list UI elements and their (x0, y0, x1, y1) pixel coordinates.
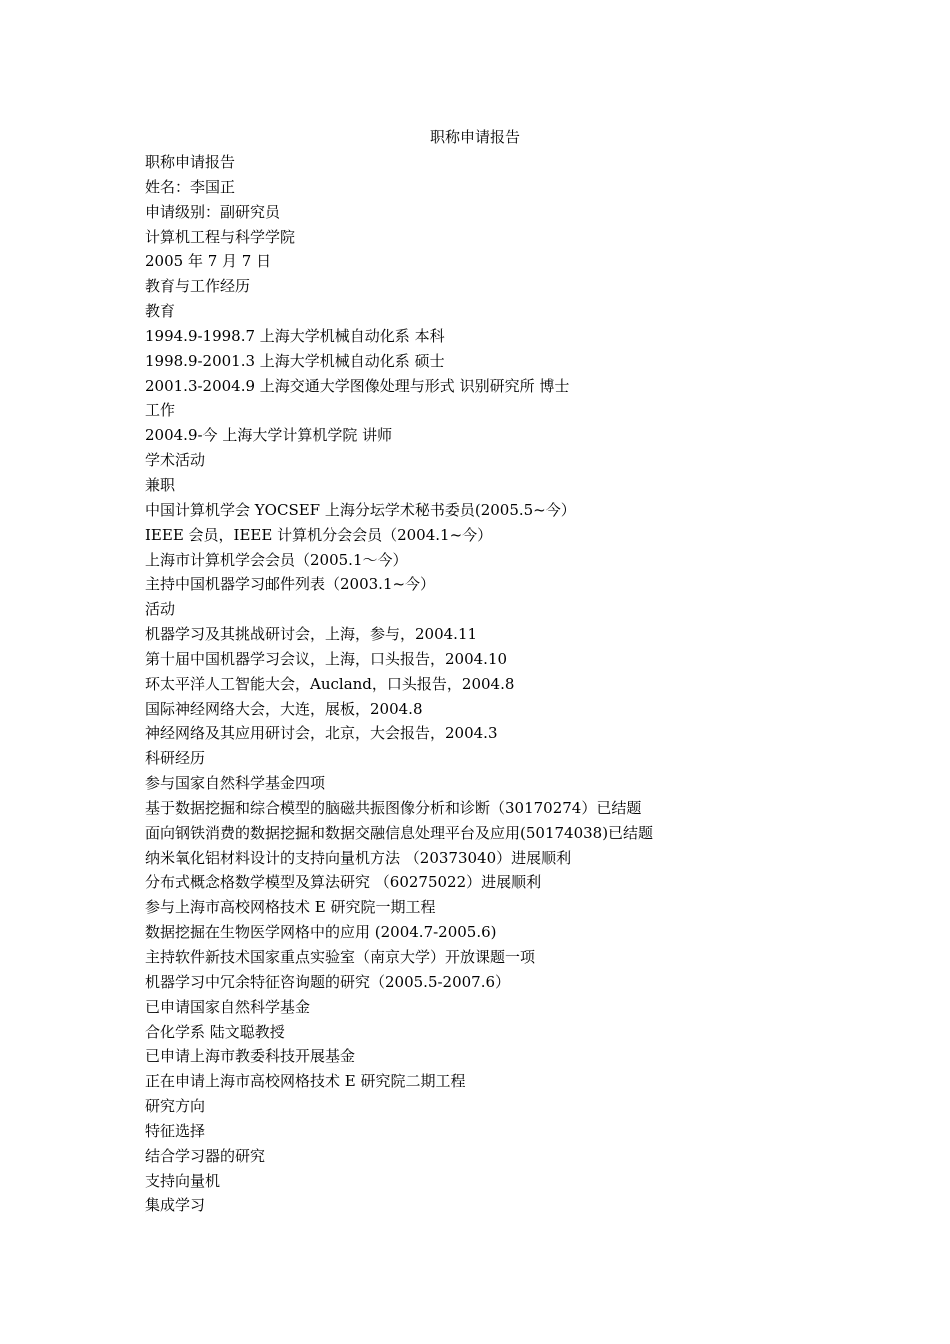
document-title: 职称申请报告 (429, 128, 520, 146)
text-line: 结合学习器的研究 (145, 1146, 266, 1165)
text-line: 已申请国家自然科学基金 (145, 997, 311, 1016)
text-line: 环太平洋人工智能大会，Aucland，口头报告，2004.8 (145, 674, 515, 693)
text-line: 国际神经网络大会，大连，展板，2004.8 (145, 699, 423, 718)
text-line: 参与国家自然科学基金四项 (145, 774, 326, 793)
text-line: 机器学习中冗余特征咨询题的研究（2005.5-2007.6） (145, 972, 511, 991)
text-line: 合化学系 陆文聪教授 (145, 1022, 285, 1041)
text-line: 科研经历 (145, 749, 206, 768)
text-line: 参与上海市高校网格技术 E 研究院一期工程 (145, 898, 436, 917)
text-line: 正在申请上海市高校网格技术 E 研究院二期工程 (145, 1072, 466, 1091)
text-line: 研究方向 (145, 1097, 206, 1116)
text-line: 工作 (145, 401, 176, 420)
text-line: 纳米氧化铝材料设计的支持向量机方法 （20373040）进展顺利 (145, 848, 572, 867)
text-line: 面向钢铁消费的数据挖掘和数据交融信息处理平台及应用(50174038)已结题 (145, 823, 654, 842)
text-line: 教育 (145, 302, 176, 321)
text-line: 主持中国机器学习邮件列表（2003.1~今） (145, 575, 436, 594)
text-line: 中国计算机学会 YOCSEF 上海分坛学术秘书委员(2005.5~今） (145, 500, 576, 519)
text-line: 2005 年 7 月 7 日 (145, 252, 272, 271)
text-line: 学术活动 (145, 451, 206, 470)
text-line: 已申请上海市教委科技开展基金 (145, 1047, 356, 1066)
text-line: 职称申请报告 (145, 153, 236, 171)
text-line: 1994.9-1998.7 上海大学机械自动化系 本科 (145, 326, 445, 345)
text-line: 特征选择 (145, 1121, 206, 1140)
text-line: 第十届中国机器学习会议，上海，口头报告，2004.10 (145, 649, 508, 668)
text-line: 活动 (145, 600, 176, 619)
text-line: 支持向量机 (145, 1171, 221, 1190)
text-line: 分布式概念格数学模型及算法研究 （60275022）进展顺利 (145, 873, 542, 892)
text-line: 2004.9-今 上海大学计算机学院 讲师 (145, 426, 393, 445)
text-line: 教育与工作经历 (145, 277, 251, 296)
text-line: 神经网络及其应用研讨会，北京，大会报告，2004.3 (145, 724, 498, 743)
text-line: 集成学习 (145, 1196, 206, 1215)
text-line: 机器学习及其挑战研讨会，上海，参与，2004.11 (145, 625, 478, 644)
text-line: 2001.3-2004.9 上海交通大学图像处理与形式 识别研究所 博士 (145, 376, 570, 395)
text-line: 上海市计算机学会会员（2005.1～今） (145, 550, 408, 569)
text-line: 兼职 (145, 475, 176, 494)
text-line: 数据挖掘在生物医学网格中的应用 (2004.7-2005.6) (145, 923, 497, 942)
document-body (145, 150, 845, 1218)
text-line: IEEE 会员，IEEE 计算机分会会员（2004.1~今） (145, 525, 493, 544)
text-line: 计算机工程与科学学院 (145, 227, 296, 246)
text-line: 主持软件新技术国家重点实验室（南京大学）开放课题一项 (145, 948, 536, 966)
text-line: 姓名：李国正 (145, 177, 236, 196)
text-line: 申请级别：副研究员 (145, 202, 281, 221)
text-line: 基于数据挖掘和综合模型的脑磁共振图像分析和诊断（30170274）已结题 (145, 798, 642, 817)
text-line: 1998.9-2001.3 上海大学机械自动化系 硕士 (145, 351, 445, 370)
